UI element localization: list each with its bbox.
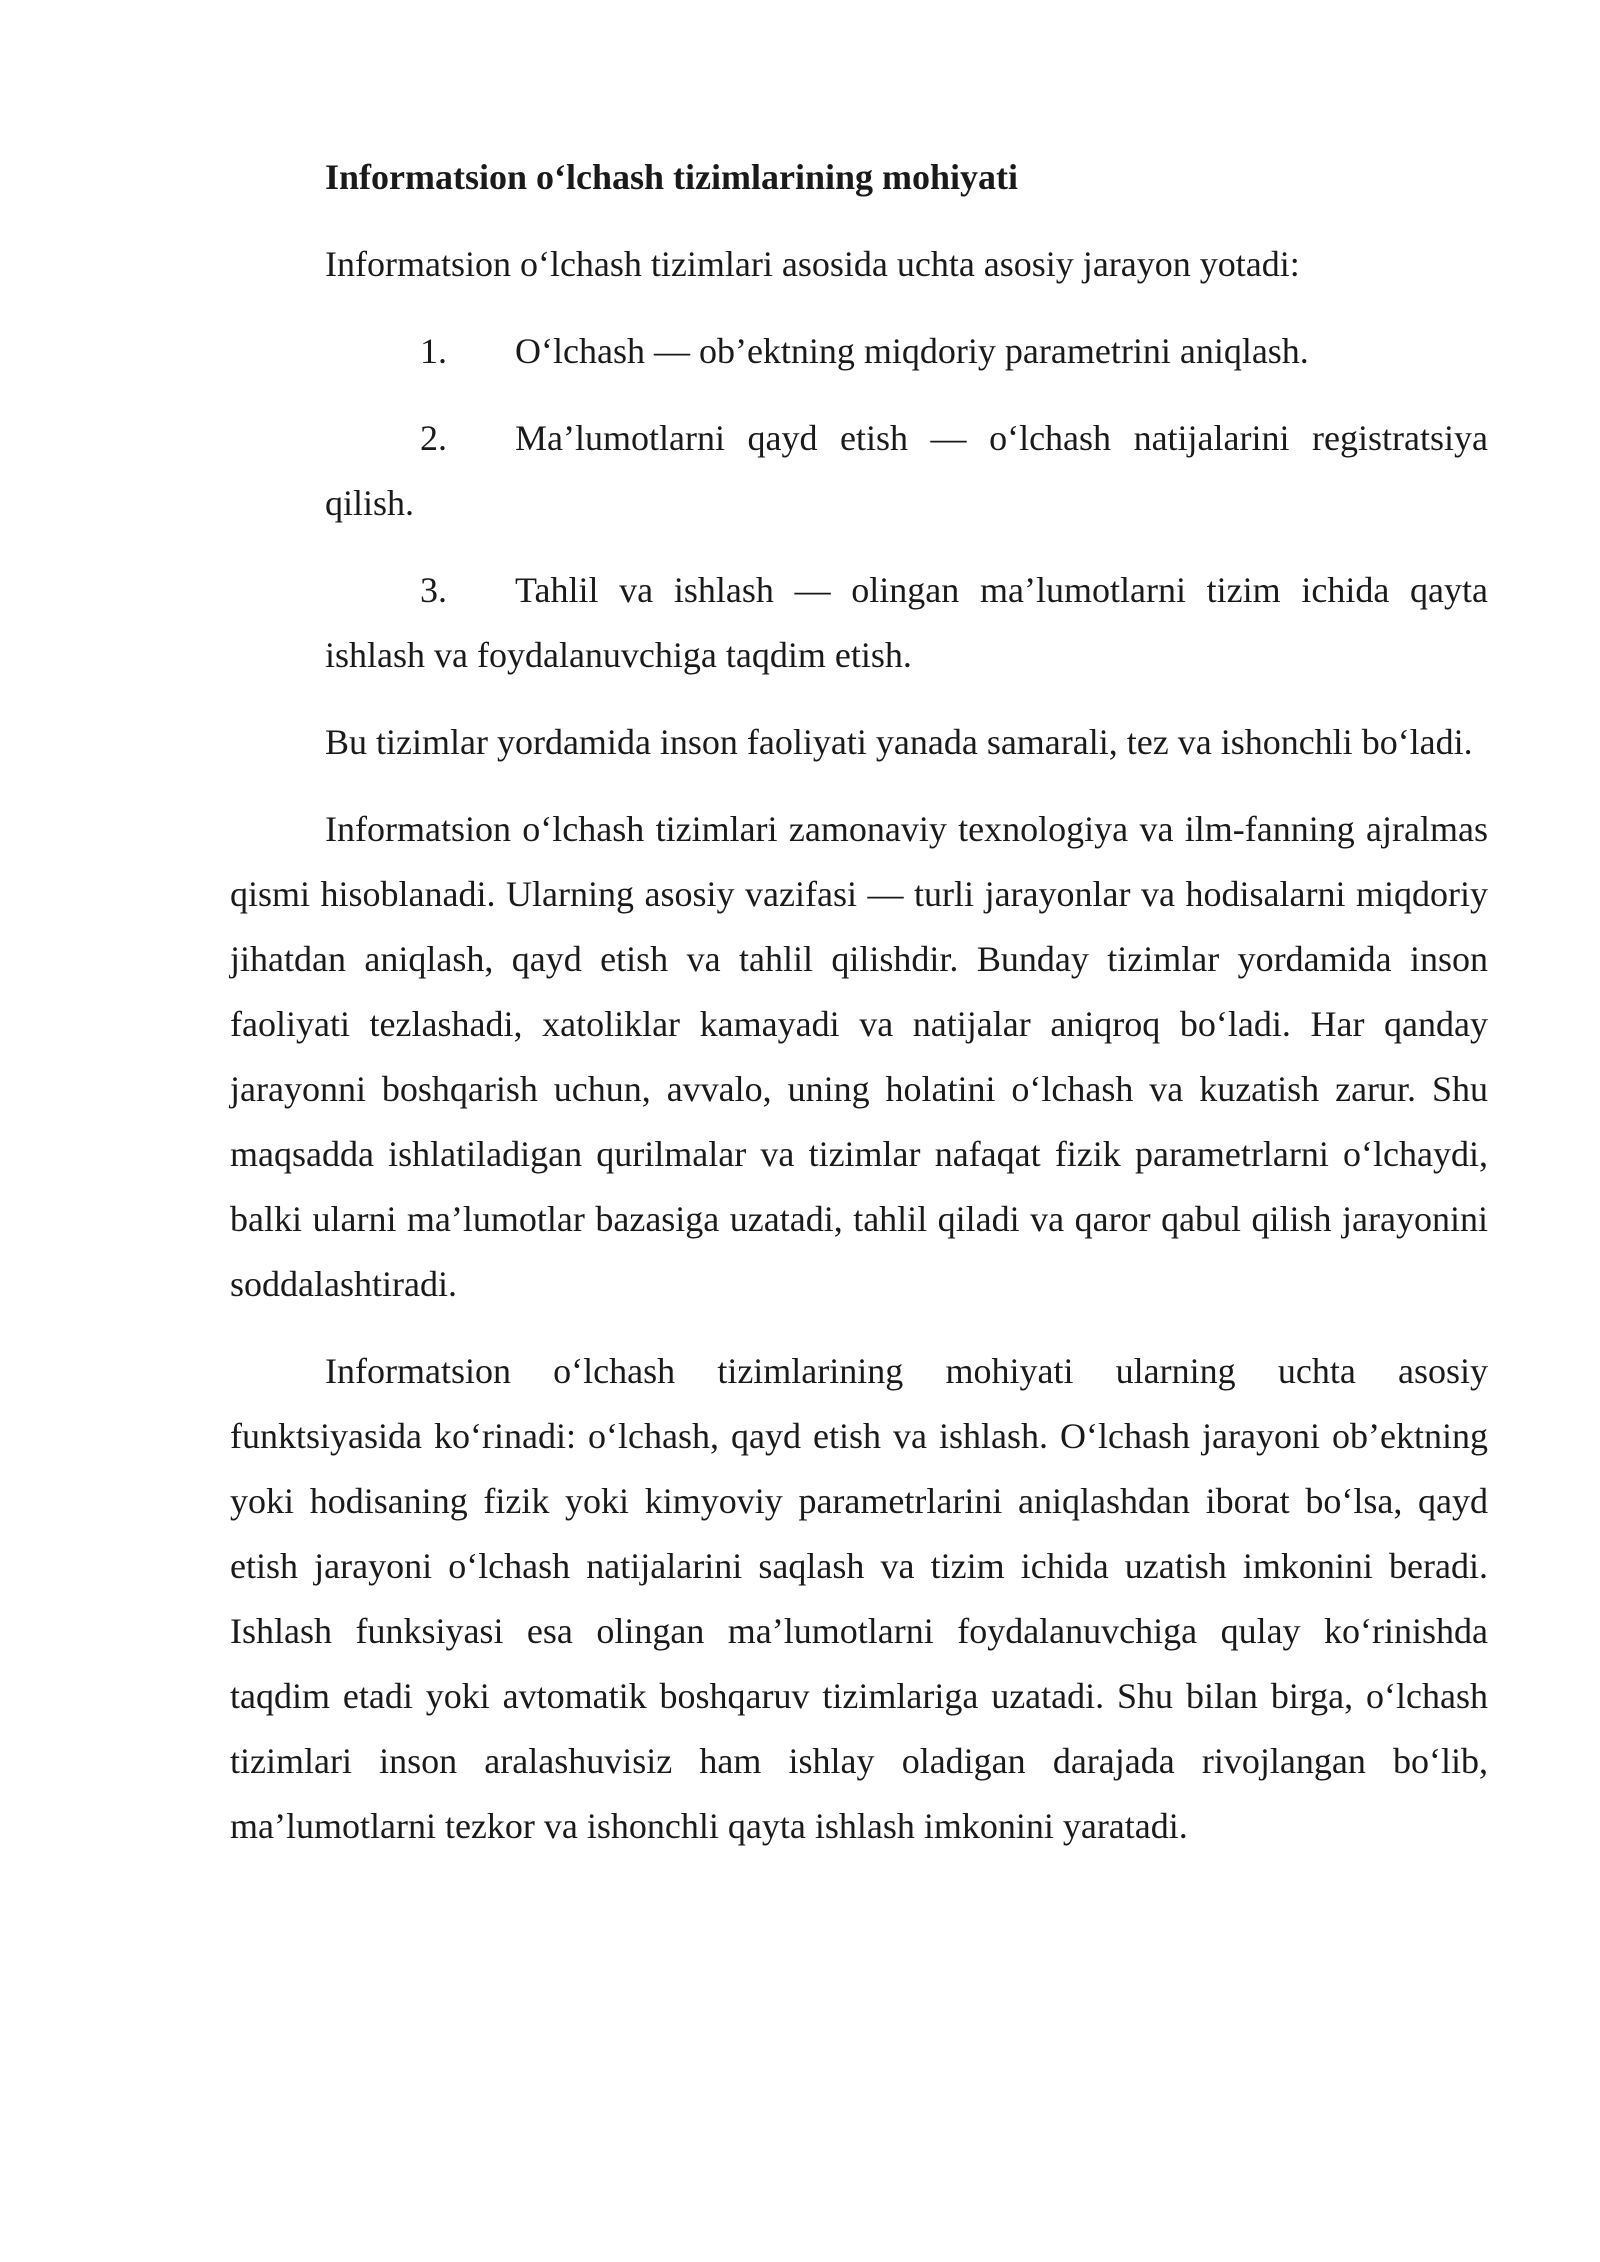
list-item <box>325 558 1488 688</box>
list-text: Tahlil va ishlash — olingan ma’lumotlarni tizim ichida qayta ishlash va foydalanuvchiga taqdim etish. <box>325 570 1488 675</box>
numbered-list <box>230 319 1488 688</box>
list-item <box>325 406 1488 536</box>
list-number: 3. <box>420 570 447 610</box>
list-item <box>325 319 1488 384</box>
list-text: O‘lchash — ob’ektning miqdoriy parametrini aniqlash. <box>515 331 1309 371</box>
list-text: Ma’lumotlarni qayd etish — o‘lchash natijalarini registratsiya qilish. <box>325 418 1488 523</box>
intro-paragraph: Informatsion o‘lchash tizimlari asosida uchta asosiy jarayon yotadi: <box>325 244 1300 284</box>
section-heading: Informatsion o‘lchash tizimlarining mohiyati <box>325 157 1019 197</box>
list-number: 2. <box>420 418 447 458</box>
document-body <box>230 145 1488 688</box>
body-paragraphs <box>230 710 1488 1859</box>
body-paragraph: Informatsion o‘lchash tizimlari zamonaviy texnologiya va ilm-fanning ajralmas qismi hisoblanadi. Ularning asosiy vazifasi — turli jarayonlar va hodisalarni miqdoriy jihatdan aniqlash, qayd etish va tahlil qilishdir. Bunday tizimlar yordamida inson faoliyati tezlashadi, xatoliklar kamayadi va natijalar aniqroq bo‘ladi. Har qanday jarayonni boshqarish uchun, avvalo, uning holatini o‘lchash va kuzatish zarur. Shu maqsadda ishlatiladigan qurilmalar va tizimlar nafaqat fizik parametrlarni o‘lchaydi, balki ularni ma’lumotlar bazasiga uzatadi, tahlil qiladi va qaror qabul qilish jarayonini soddalashtiradi. <box>230 809 1488 1304</box>
list-number: 1. <box>420 331 447 371</box>
body-paragraph: Bu tizimlar yordamida inson faoliyati yanada samarali, tez va ishonchli bo‘ladi. <box>325 722 1473 762</box>
body-paragraph: Informatsion o‘lchash tizimlarining mohiyati ularning uchta asosiy funktsiyasida ko‘rinadi: o‘lchash, qayd etish va ishlash. O‘lchash jarayoni ob’ektning yoki hodisaning fizik yoki kimyoviy parametrlarini aniqlashdan iborat bo‘lsa, qayd etish jarayoni o‘lchash natijalarini saqlash va tizim ichida uzatish imkonini beradi. Ishlash funksiyasi esa olingan ma’lumotlarni foydalanuvchiga qulay ko‘rinishda taqdim etadi yoki avtomatik boshqaruv tizimlariga uzatadi. Shu bilan birga, o‘lchash tizimlari inson aralashuvisiz ham ishlay oladigan darajada rivojlangan bo‘lib, ma’lumotlarni tezkor va ishonchli qayta ishlash imkonini yaratadi. <box>230 1351 1488 1846</box>
